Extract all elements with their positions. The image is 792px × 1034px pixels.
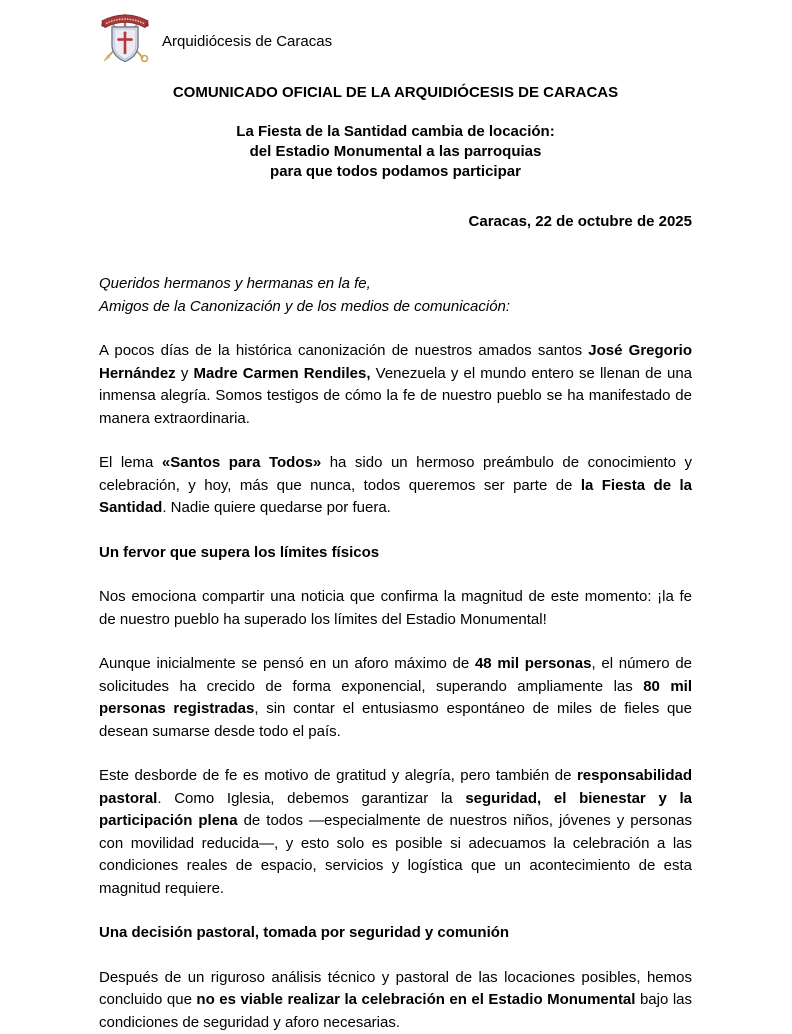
subtitle-line: del Estadio Monumental a las parroquias	[99, 142, 692, 162]
organization-name: Arquidiócesis de Caracas	[162, 23, 332, 50]
dateline: Caracas, 22 de octubre de 2025	[99, 213, 692, 231]
body-paragraph: A pocos días de la histórica canonización de nuestros amados santos José Gregorio Hernández y Madre Carmen Rendiles, Venezuela y el mundo entero se llenan de una inmensa alegría. Somos testigos de cómo la fe de nuestro pueblo se ha manifestado de manera extraordinaria.	[99, 340, 692, 430]
salutation-line: Queridos hermanos y hermanas en la fe,	[99, 273, 692, 296]
body-paragraph: Aunque inicialmente se pensó en un aforo máximo de 48 mil personas, el número de solicitudes ha crecido de forma exponencial, superando ampliamente las 80 mil personas registradas, sin contar el entusiasmo espontáneo de miles de fieles que desean sumarse desde todo el país.	[99, 653, 692, 743]
archdiocese-coat-of-arms-icon	[95, 6, 155, 66]
salutation	[99, 273, 692, 318]
document-title: COMUNICADO OFICIAL DE LA ARQUIDIÓCESIS DE CARACAS	[99, 84, 692, 102]
body-paragraph: Nos emociona compartir una noticia que confirma la magnitud de este momento: ¡la fe de nuestro pueblo ha superado los límites del Estadio Monumental!	[99, 586, 692, 631]
salutation-line: Amigos de la Canonización y de los medios de comunicación:	[99, 296, 692, 319]
body-paragraph: Este desborde de fe es motivo de gratitud y alegría, pero también de responsabilidad pastoral. Como Iglesia, debemos garantizar la seguridad, el bienestar y la participación plena de todos —especialmente de nuestros niños, jóvenes y personas con movilidad reducida—, y esto solo es posible si adecuamos la celebración a las condiciones reales de espacio, servicios y logística que un acontecimiento de esta magnitud requiere.	[99, 765, 692, 900]
section-heading: Una decisión pastoral, tomada por seguridad y comunión	[99, 922, 692, 945]
letterhead	[95, 5, 692, 67]
body-paragraph: Después de un riguroso análisis técnico y pastoral de las locaciones posibles, hemos concluido que no es viable realizar la celebración en el Estadio Monumental bajo las condiciones de seguridad y aforo necesarias.	[99, 967, 692, 1034]
subtitle-line: para que todos podamos participar	[99, 162, 692, 182]
section-heading: Un fervor que supera los límites físicos	[99, 542, 692, 565]
subtitle-line: La Fiesta de la Santidad cambia de locación:	[99, 122, 692, 142]
document-body	[99, 340, 692, 1034]
document-subtitle	[99, 122, 692, 182]
body-paragraph: El lema «Santos para Todos» ha sido un hermoso preámbulo de conocimiento y celebración, y hoy, más que nunca, todos queremos ser parte de la Fiesta de la Santidad. Nadie quiere quedarse por fuera.	[99, 452, 692, 520]
coat-of-arms-svg	[95, 6, 155, 66]
